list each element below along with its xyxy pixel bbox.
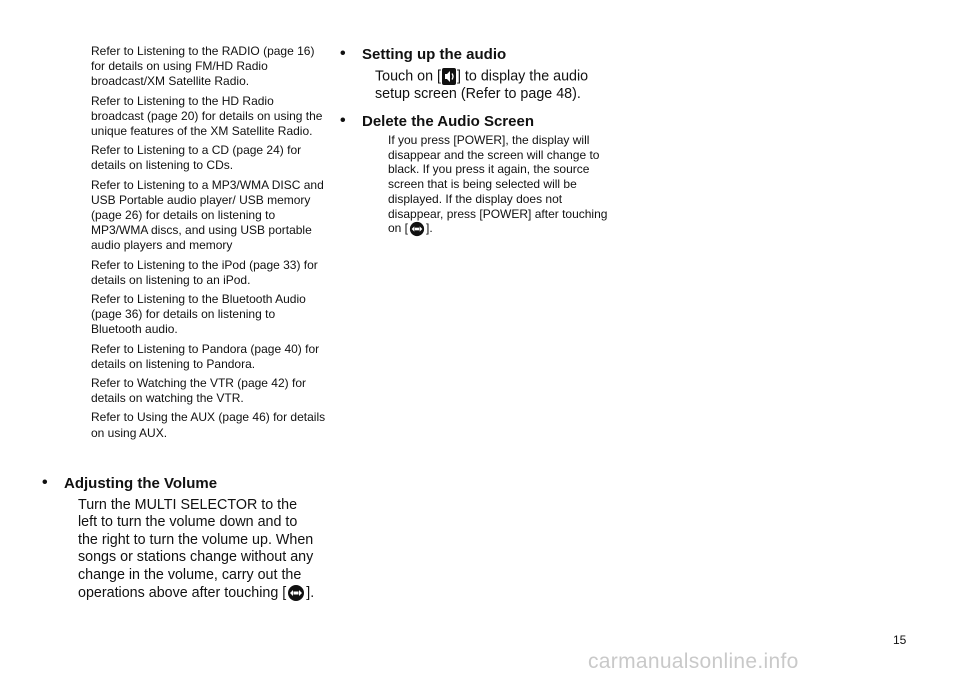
reference-vtr: Refer to Watching the VTR (page 42) for details on watching the VTR.: [91, 376, 306, 406]
page-number: 15: [893, 633, 907, 647]
delete-body: [388, 133, 614, 237]
reference-cd: Refer to Listening to a CD (page 24) for details on listening to CDs.: [91, 143, 302, 173]
bullet: •: [42, 474, 48, 491]
volume-body-text: Turn the MULTI SELECTOR to the left to turn the volume down and to the right to turn the volume up. When songs or stations change without any change in the volume, carry out the operations above after touching [: [78, 497, 314, 601]
watermark-text: carmanualsonline.info: [588, 650, 799, 673]
reference-hd-radio: Refer to Listening to the HD Radio broadcast (page 20) for details on using the unique features of the XM Satellite Radio.: [91, 93, 323, 139]
volume-heading: Adjusting the Volume: [64, 474, 218, 492]
reference-bluetooth: Refer to Listening to the Bluetooth Audio (page 36) for details on listening to Bluetooth audio.: [91, 292, 306, 337]
reference-radio: Refer to Listening to the RADIO (page 16) for details on using FM/HD Radio broadcast/XM Satellite Radio.: [91, 44, 315, 89]
setup-body: [375, 68, 615, 103]
volume-body: [78, 497, 318, 602]
audio-screen-icon: [287, 584, 305, 602]
setup-heading: Setting up the audio: [362, 45, 507, 63]
volume-heading-row: [42, 474, 332, 492]
bullet: •: [340, 112, 346, 129]
section-delete-audio-screen: [340, 112, 640, 237]
reference-mp3-usb: Refer to Listening to a MP3/WMA DISC and USB Portable audio player/ USB memory (page 26) for details on listening to MP3/WMA discs, and using USB portable audio players and memory: [91, 177, 324, 253]
delete-heading-row: [340, 112, 640, 130]
reference-ipod: Refer to Listening to the iPod (page 33) for details on listening to an iPod.: [91, 257, 318, 287]
setup-heading-row: [340, 45, 640, 63]
bullet: •: [340, 45, 346, 62]
setup-body-post: ] to display the audio setup screen (Refer to page 48).: [375, 68, 589, 102]
section-adjusting-volume: [42, 474, 332, 602]
delete-body-end: ].: [426, 221, 433, 236]
audio-screen-icon: [409, 221, 425, 237]
setup-body-pre: Touch on [: [375, 68, 441, 85]
section-setting-audio: [340, 45, 640, 103]
speaker-icon: [442, 68, 456, 85]
reference-pandora: Refer to Listening to Pandora (page 40) for details on listening to Pandora.: [91, 341, 320, 371]
delete-heading: Delete the Audio Screen: [362, 112, 534, 130]
reference-aux: Refer to Using the AUX (page 46) for details on using AUX.: [91, 410, 326, 440]
reference-list: [91, 44, 326, 445]
volume-body-end: ].: [306, 584, 315, 601]
delete-body-text: If you press [POWER], the display will disappear and the screen will change to black. If you press it again, the source screen that is being selected will be displayed. If the display does not disappear, press [POWER] after touching on [: [388, 133, 608, 236]
